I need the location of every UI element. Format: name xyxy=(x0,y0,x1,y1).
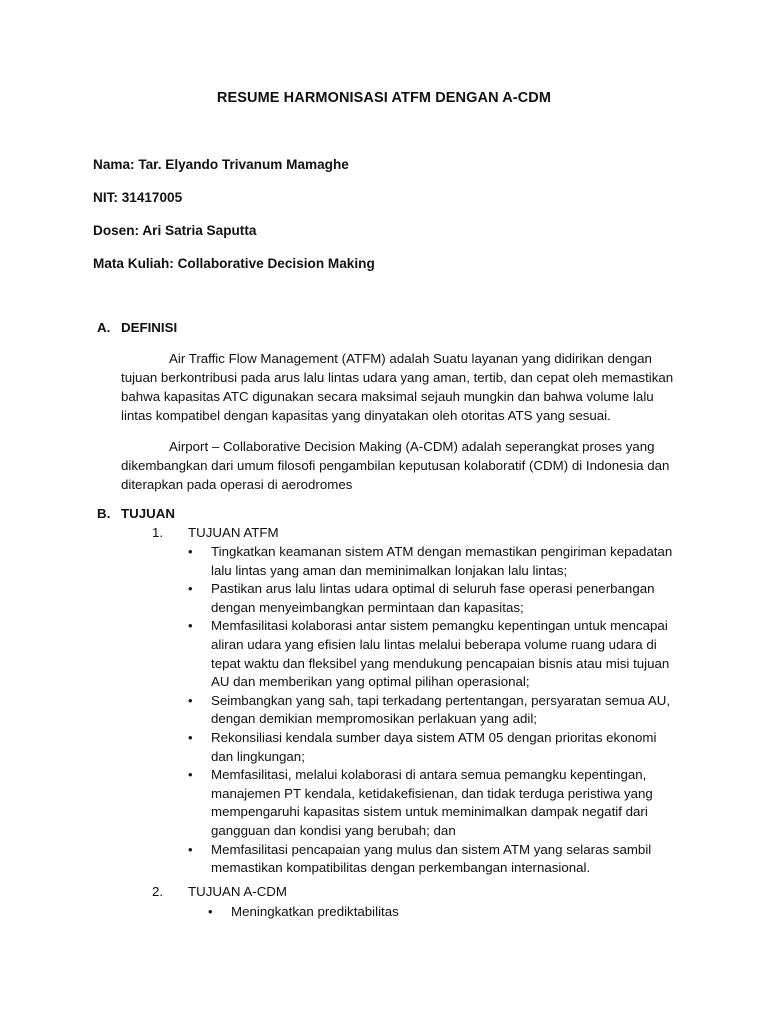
info-nama: Nama: Tar. Elyando Trivanum Mamaghe xyxy=(93,157,349,172)
section-b-letter: B. xyxy=(97,506,111,521)
list-item xyxy=(186,841,676,878)
list-item-text: Pastikan arus lalu lintas udara optimal di seluruh fase operasi penerbangan dengan menyeimbangkan permintaan dan kapasitas; xyxy=(211,581,655,615)
subsection-atfm-heading xyxy=(152,525,279,540)
list-item xyxy=(186,580,676,617)
list-item-text: Memfasilitasi kolaborasi antar sistem pemangku kepentingan untuk mencapai aliran udara yang efisien lalu lintas melalui beberapa volume ruang udara di tepat waktu dan fleksibel yang mendukung pencapaian bisnis atau misi tujuan AU dan memberikan yang optimal pilihan operasional; xyxy=(211,618,670,690)
atfm-goals-list xyxy=(186,543,676,878)
bullet-icon: • xyxy=(188,544,193,559)
list-item-text: Memfasilitasi pencapaian yang mulus dan sistem ATM yang selaras sambil memastikan kompatibilitas dengan perkembangan internasional. xyxy=(211,841,652,876)
subsection-acdm-heading xyxy=(152,884,287,899)
list-item xyxy=(186,617,676,691)
bullet-icon: • xyxy=(188,618,193,634)
definition-acdm-text: Airport – Collaborative Decision Making (A-CDM) adalah seperangkat proses yang dikembangkan dari umum filosofi pengambilan keputusan kolaboratif (CDM) di Indonesia dan diterapkan pada operasi di aerodromes xyxy=(121,439,670,492)
bullet-icon: • xyxy=(188,767,193,783)
bullet-icon: • xyxy=(188,841,193,857)
subsection-atfm-title: TUJUAN ATFM xyxy=(188,525,279,540)
acdm-goals-list xyxy=(206,903,696,922)
bullet-icon: • xyxy=(188,581,193,597)
list-item xyxy=(186,729,676,766)
section-b-title: TUJUAN xyxy=(121,506,175,521)
definition-paragraph-atfm xyxy=(121,349,681,425)
bullet-icon: • xyxy=(208,904,213,919)
list-item-text: Tingkatkan keamanan sistem ATM dengan memastikan pengiriman kepadatan lalu lintas yang aman dan meminimalkan lonjakan lalu lintas; xyxy=(211,544,673,578)
document-title: RESUME HARMONISASI ATFM DENGAN A-CDM xyxy=(216,90,552,106)
section-a-heading xyxy=(97,320,177,335)
list-item xyxy=(186,766,676,840)
bullet-icon: • xyxy=(188,692,193,708)
list-item-text: Meningkatkan prediktabilitas xyxy=(231,904,399,919)
subsection-acdm-title: TUJUAN A-CDM xyxy=(188,884,287,899)
subsection-acdm-number: 2. xyxy=(152,884,164,899)
bullet-icon: • xyxy=(188,729,193,745)
list-item-text: Seimbangkan yang sah, tapi terkadang pertentangan, persyaratan semua AU, dengan demikian mempromosikan perlakuan yang adil; xyxy=(211,692,671,727)
section-b-heading xyxy=(97,506,175,521)
list-item xyxy=(206,903,696,922)
info-dosen: Dosen: Ari Satria Saputta xyxy=(93,223,257,238)
section-a-letter: A. xyxy=(97,320,111,335)
list-item-text: Memfasilitasi, melalui kolaborasi di antara semua pemangku kepentingan, manajemen PT kendala, ketidakefisienan, dan tidak terduga peristiwa yang mempengaruhi kapasitas sistem untuk meminimalkan dampak negatif dari gangguan dan kondisi yang berubah; dan xyxy=(211,767,653,838)
list-item-text: Rekonsiliasi kendala sumber daya sistem ATM 05 dengan prioritas ekonomi dan lingkungan; xyxy=(211,729,657,764)
info-mata-kuliah: Mata Kuliah: Collaborative Decision Making xyxy=(93,256,375,271)
list-item xyxy=(186,692,676,729)
info-nit: NIT: 31417005 xyxy=(93,190,183,205)
definition-paragraph-acdm xyxy=(121,437,681,494)
subsection-atfm-number: 1. xyxy=(152,525,164,540)
section-a-title: DEFINISI xyxy=(121,320,178,335)
list-item xyxy=(186,543,676,580)
definition-atfm-text: Air Traffic Flow Management (ATFM) adalah Suatu layanan yang didirikan dengan tujuan berkontribusi pada arus lalu lintas udara yang aman, tertib, dan cepat oleh memastikan bahwa kapasitas ATC digunakan secara maksimal sejauh mungkin dan bahwa volume lalu lintas kompatibel dengan kapasitas yang dinyatakan oleh otoritas ATS yang sesuai. xyxy=(121,351,674,423)
